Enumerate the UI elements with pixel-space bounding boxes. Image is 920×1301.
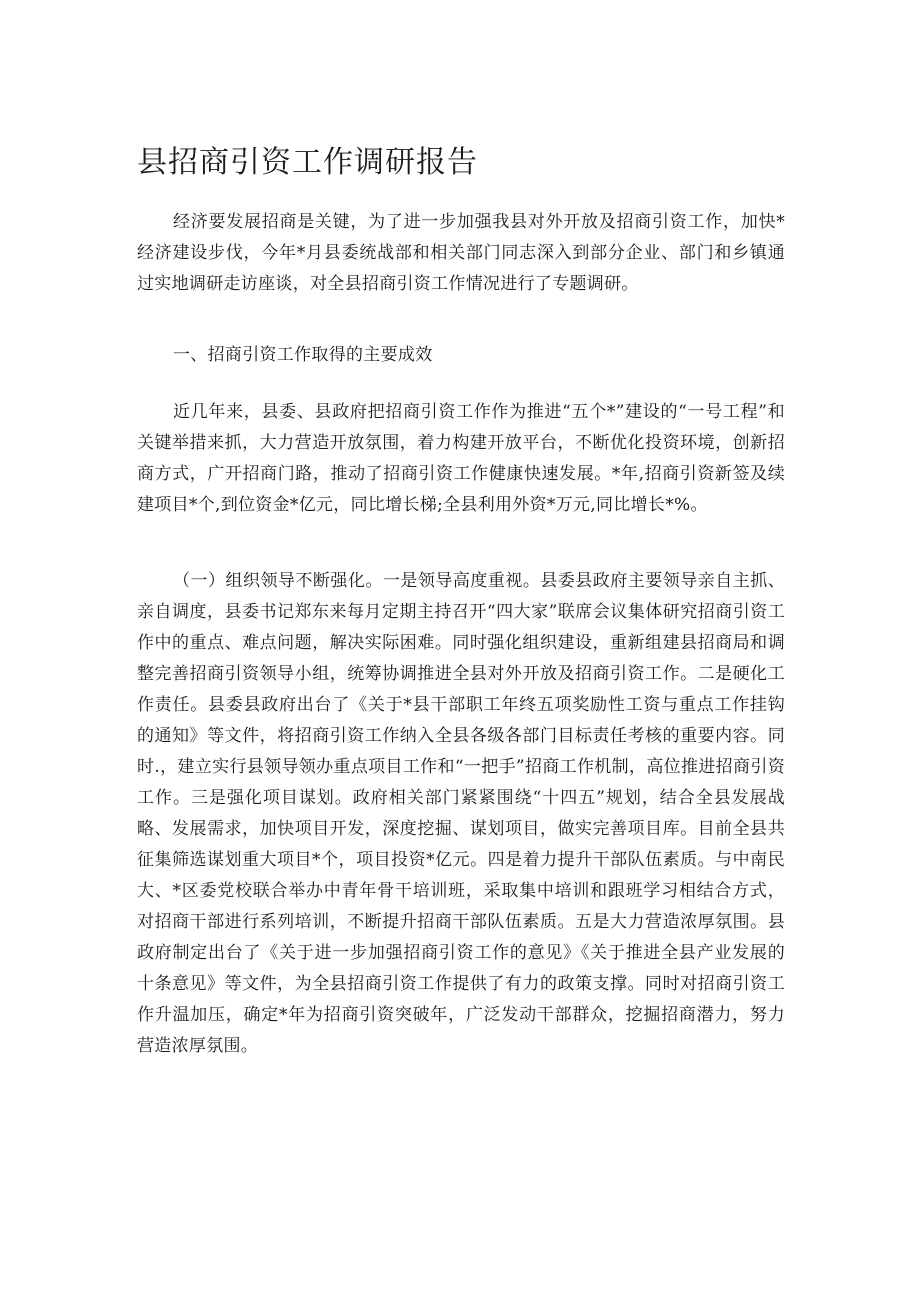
leadership-paragraph: （一）组织领导不断强化。一是领导高度重视。县委县政府主要领导亲自主抓、亲自调度，县委书记郑东来每月定期主持召开“四大家”联席会议集体研究招商引资工作中的重点、难点问题，解决实际困难。同时强化组织建设，重新组建县招商局和调整完善招商引资领导小组，统筹协调推进全县对外开放及招商引资工作。二是硬化工作责任。县委县政府出台了《关于*县干部职工年终五项奖励性工资与重点工作挂钩的通知》等文件，将招商引资工作纳入全县各级各部门目标责任考核的重要内容。同时.，建立实行县领导领办重点项目工作和“一把手”招商工作机制，高位推进招商引资工作。三是强化项目谋划。政府相关部门紧紧围绕“十四五”规划，结合全县发展战略、发展需求，加快项目开发，深度挖掘、谋划项目，做实完善项目库。目前全县共征集筛选谋划重大项目*个，项目投资*亿元。四是着力提升干部队伍素质。与中南民大、*区委党校联合举办中青年骨干培训班，采取集中培训和跟班学习相结合方式，对招商干部进行系列培训，不断提升招商干部队伍素质。五是大力营造浓厚氛围。县政府制定出台了《关于进一步加强招商引资工作的意见》《关于推进全县产业发展的十条意见》等文件，为全县招商引资工作提供了有力的政策支撑。同时对招商引资工作升温加压，确定*年为招商引资突破年，广泛发动干部群众，挖掘招商潜力，努力营造浓厚氛围。 <box>137 571 785 1056</box>
achievements-paragraph: 近几年来，县委、县政府把招商引资工作作为推进“五个*”建设的“一号工程”和关键举措来抓，大力营造开放氛围，着力构建开放平台，不断优化投资环境，创新招商方式，广开招商门路，推动了招商引资工作健康快速发展。*年,招商引资新签及续建项目*个,到位资金*亿元，同比增长梯;全县利用外资*万元,同比增长*%。 <box>137 402 785 515</box>
section-heading: 一、招商引资工作取得的主要成效 <box>173 345 433 365</box>
intro-paragraph: 经济要发展招商是关键，为了进一步加强我县对外开放及招商引资工作，加快*经济建设步伐，今年*月县委统战部和相关部门同志深入到部分企业、部门和乡镇通过实地调研走访座谈，对全县招商引资工作情况进行了专题调研。 <box>137 212 785 294</box>
document-title: 县招商引资工作调研报告 <box>137 145 478 180</box>
